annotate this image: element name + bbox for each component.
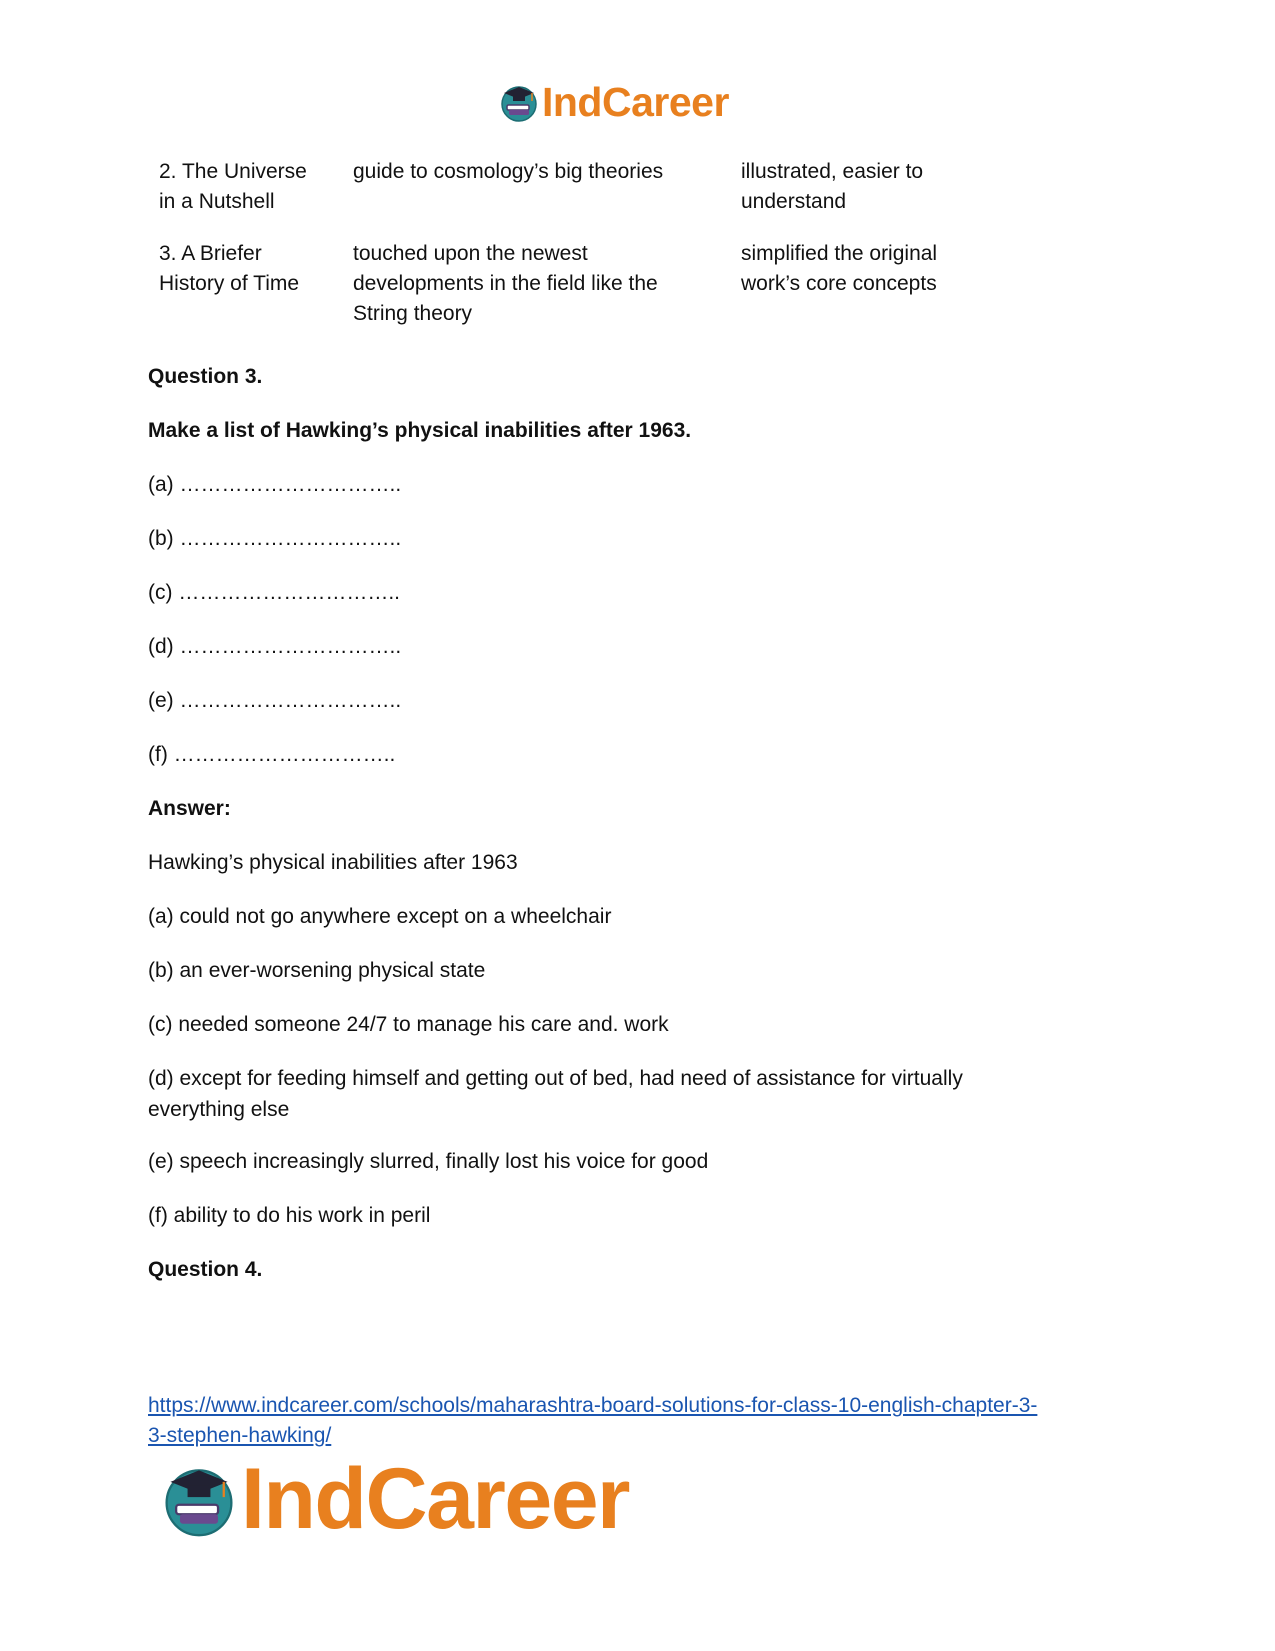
url-line[interactable]: 3-stephen-hawking/ [148, 1424, 332, 1447]
logo-wordmark: IndCareer [542, 78, 729, 125]
answer-item: (b) an ever-worsening physical state [148, 959, 486, 982]
book-description-cell: guide to cosmology’s big theories [353, 160, 664, 183]
answer-item: (f) ability to do his work in peril [148, 1204, 431, 1227]
answer-item: (e) speech increasingly slurred, finally lost his voice for good [148, 1150, 709, 1173]
answer-item: (a) could not go anywhere except on a wheelchair [148, 905, 612, 928]
question-3-heading: Question 3. [148, 365, 263, 388]
book-title-cell: 2. The Universe in a Nutshell [159, 160, 307, 213]
blank-item: (c) ………………………….. [148, 581, 400, 604]
table-row [159, 239, 979, 329]
blank-item: (b) ………………………….. [148, 527, 402, 550]
blank-item: (a) ………………………….. [148, 473, 402, 496]
answer-item: (d) except for feeding himself and getting out of bed, had need of assistance for virtually everything else [148, 1067, 963, 1121]
question-3-prompt: Make a list of Hawking’s physical inabilities after 1963. [148, 419, 692, 442]
source-url-link[interactable] [148, 1391, 1128, 1451]
table-row [159, 157, 979, 217]
graduation-cap-books-globe-icon [159, 1459, 239, 1539]
book-description-cell: touched upon the newest developments in the field like the String theory [353, 242, 658, 325]
question-4-heading: Question 4. [148, 1258, 263, 1281]
answer-intro: Hawking’s physical inabilities after 1963 [148, 851, 518, 874]
answer-item: (c) needed someone 24/7 to manage his care and. work [148, 1013, 669, 1036]
blank-item: (f) ………………………….. [148, 743, 396, 766]
book-note-cell: illustrated, easier to understand [741, 160, 924, 213]
answer-heading: Answer: [148, 797, 231, 820]
graduation-cap-books-globe-icon [498, 81, 540, 123]
book-title-cell: 3. A Briefer History of Time [159, 242, 300, 295]
blank-item: (e) ………………………….. [148, 689, 402, 712]
indcareer-logo-top [498, 80, 729, 124]
logo-wordmark: IndCareer [241, 1451, 629, 1547]
books-table [159, 157, 979, 351]
url-line[interactable]: https://www.indcareer.com/schools/maharashtra-board-solutions-for-class-10-english-chapter-3- [148, 1394, 1038, 1417]
indcareer-logo-bottom [159, 1451, 629, 1547]
blank-item: (d) ………………………….. [148, 635, 402, 658]
book-note-cell: simplified the original work’s core concepts [741, 242, 938, 295]
